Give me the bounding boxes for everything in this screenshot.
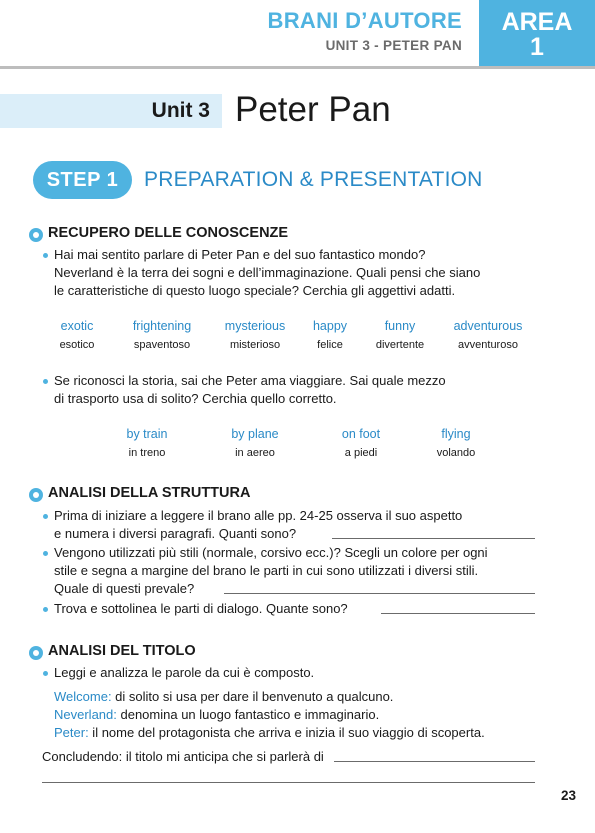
question-struttura-3: Trova e sottolinea le parti di dialogo. Quante sono? (54, 601, 348, 616)
question-struttura-1-line-2: e numera i diversi paragrafi. Quanti sono? (54, 526, 297, 541)
adjective-it: spaventoso (133, 339, 191, 351)
header-subtitle: UNIT 3 - PETER PAN (325, 38, 462, 53)
adjective-en[interactable]: frightening (132, 319, 192, 333)
answer-line[interactable] (332, 538, 535, 539)
adjective-en[interactable]: happy (312, 319, 348, 333)
question-recupero-1-line-1: Hai mai sentito parlare di Peter Pan e del suo fantastico mondo? (54, 247, 426, 262)
section-title-recupero: RECUPERO DELLE CONOSCENZE (48, 225, 289, 241)
adjective-it: divertente (375, 339, 425, 351)
adjective-it: esotico (59, 339, 95, 351)
question-recupero-2-line-2: di trasporto usa di solito? Cerchia quello corretto. (54, 391, 337, 406)
definition-term: Welcome: (54, 689, 112, 704)
question-struttura-2-line-3: Quale di questi prevale? (54, 581, 195, 596)
answer-line[interactable] (224, 593, 535, 594)
area-badge (479, 0, 595, 66)
definition-term: Peter: (54, 725, 89, 740)
transport-it: a piedi (344, 447, 378, 459)
unit-label: Unit 3 (151, 99, 210, 122)
bullet-icon (43, 379, 48, 384)
adjective-en[interactable]: exotic (60, 319, 94, 333)
definition-text: il nome del protagonista che arriva e inizia il suo viaggio di scoperta. (88, 725, 485, 740)
question-struttura-2-line-2: stile e segna a margine del brano le parti in cui sono utilizzati i diversi stili. (54, 563, 479, 578)
bullet-icon (43, 253, 48, 258)
transport-en[interactable]: on foot (341, 427, 381, 441)
header-title: BRANI D’AUTORE (267, 8, 462, 33)
gear-icon (29, 488, 43, 502)
definition-welcome (54, 688, 393, 707)
unit-title: Peter Pan (235, 90, 391, 129)
question-recupero-2-line-1: Se riconosci la storia, sai che Peter ama viaggiare. Sai quale mezzo (54, 373, 446, 388)
bullet-icon (43, 551, 48, 556)
area-number: 1 (530, 33, 544, 61)
definition-peter (54, 724, 485, 743)
area-label: AREA (501, 8, 573, 36)
adjective-en[interactable]: funny (384, 319, 416, 333)
gear-icon (29, 646, 43, 660)
adjective-it: felice (317, 339, 343, 351)
adjective-it: avventuroso (458, 339, 518, 351)
transport-it: volando (436, 447, 476, 459)
transport-en[interactable]: flying (441, 427, 471, 441)
step-badge: STEP 1 (33, 161, 132, 199)
page-number: 23 (560, 788, 576, 803)
definition-neverland (54, 706, 379, 725)
section-title-struttura: ANALISI DELLA STRUTTURA (48, 485, 251, 501)
adjective-it: misterioso (229, 339, 281, 351)
transport-it: in treno (128, 447, 166, 459)
bullet-icon (43, 671, 48, 676)
adjective-en[interactable]: mysterious (224, 319, 286, 333)
header-divider (0, 66, 595, 69)
question-recupero-1-line-2: Neverland è la terra dei sogni e dell’immaginazione. Quali pensi che siano (54, 265, 481, 280)
answer-line[interactable] (334, 761, 535, 762)
gear-icon (29, 228, 43, 242)
definition-term: Neverland: (54, 707, 117, 722)
transport-en[interactable]: by train (126, 427, 168, 441)
transport-it: in aereo (235, 447, 275, 459)
conclusion-text: Concludendo: il titolo mi anticipa che si parlerà di (42, 749, 324, 764)
answer-line[interactable] (42, 782, 535, 783)
step-title: PREPARATION & PRESENTATION (144, 168, 483, 191)
adjective-en[interactable]: adventurous (453, 319, 523, 333)
bullet-icon (43, 514, 48, 519)
answer-line[interactable] (381, 613, 535, 614)
question-struttura-1-line-1: Prima di iniziare a leggere il brano alle pp. 24-25 osserva il suo aspetto (54, 508, 463, 523)
question-titolo-1: Leggi e analizza le parole da cui è composto. (54, 665, 315, 680)
bullet-icon (43, 607, 48, 612)
transport-en[interactable]: by plane (231, 427, 279, 441)
definition-text: di solito si usa per dare il benvenuto a qualcuno. (111, 689, 394, 704)
question-recupero-1-line-3: le caratteristiche di questo luogo speciale? Cerchia gli aggettivi adatti. (54, 283, 456, 298)
section-title-titolo: ANALISI DEL TITOLO (48, 643, 196, 659)
definition-text: denomina un luogo fantastico e immaginario. (116, 707, 380, 722)
question-struttura-2-line-1: Vengono utilizzati più stili (normale, corsivo ecc.)? Scegli un colore per ogni (54, 545, 488, 560)
